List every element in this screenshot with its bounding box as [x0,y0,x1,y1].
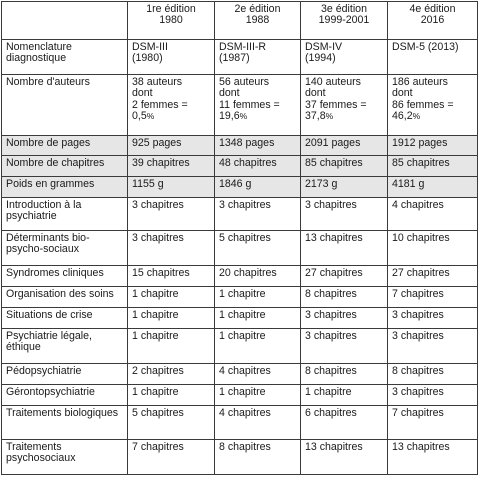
table-cell: 3 chapitres [388,308,478,329]
cell-text: dont [392,87,413,100]
table-cell: 1348 pages [215,136,301,156]
header-row [2,2,478,40]
table-cell: 1 chapitre [128,308,215,329]
table-cell: 1 chapitre [215,329,301,364]
table-row [2,40,478,75]
table-cell [388,40,478,75]
cell-text: 86 femmes = [392,98,454,111]
header-edition-3 [301,2,388,40]
percent-value: 37,8 [305,110,326,123]
cell-text: 11 femmes = [219,98,280,111]
row-label: Nomenclature diagnostique [2,40,128,75]
table-cell: 1846 g [215,177,301,198]
table-row [2,406,478,440]
table-cell: 2091 pages [301,136,388,156]
table-cell: 27 chapitres [388,266,478,287]
table-row [2,440,478,475]
table-cell: 3 chapitres [388,385,478,406]
percent-sign: % [239,111,248,122]
table-cell: 20 chapitres [215,266,301,287]
table-cell: 13 chapitres [388,440,478,475]
table-cell: 7 chapitres [388,287,478,308]
header-edition-4-title: 4e édition [409,3,456,15]
header-edition-3-year: 1999-2001 [318,14,370,27]
table-cell: 1 chapitre [128,385,215,406]
table-row [2,177,478,198]
table-cell: 4 chapitres [388,198,478,231]
table-cell: 3 chapitres [128,231,215,266]
cell-text: 56 auteurs [219,76,270,88]
percent-value: 0,5 [132,110,147,123]
row-label: Situations de crise [2,308,128,329]
cell-text [219,111,297,122]
table-cell: 6 chapitres [301,406,388,440]
table-cell: 1 chapitre [128,329,215,364]
table-cell: 5 chapitres [128,406,215,440]
table-cell [128,40,215,75]
cell-text: dont [219,87,240,100]
table-cell: 13 chapitres [301,440,388,475]
table-cell: 1 chapitre [215,287,301,308]
header-edition-3-title: 3e édition [321,3,367,15]
header-corner-cell [2,2,128,40]
cell-text: dont [305,87,326,100]
table-cell: 8 chapitres [301,287,388,308]
cell-text: (1987) [219,52,250,65]
table-cell [301,75,388,136]
cell-text: 186 auteurs [392,76,448,88]
table-cell: 3 chapitres [301,329,388,364]
table-row [2,385,478,406]
row-label: Pédopsychiatrie [2,364,128,385]
header-edition-2 [215,2,301,40]
row-label: Nombre de pages [2,136,128,156]
table-cell: 13 chapitres [301,231,388,266]
table-cell: 4 chapitres [215,406,301,440]
table-row [2,136,478,156]
table-row [2,308,478,329]
cell-text [132,111,211,122]
cell-text: DSM-IV [305,41,343,53]
table-cell: 48 chapitres [215,156,301,177]
percent-value: 46,2 [392,110,413,123]
table-cell: 1 chapitre [215,308,301,329]
percent-sign: % [325,111,334,122]
table-cell: 2 chapitres [128,364,215,385]
table-cell: 1 chapitre [215,385,301,406]
row-label: Traitements psychosociaux [2,440,128,475]
table-cell: 4 chapitres [215,364,301,385]
table-cell: 8 chapitres [301,364,388,385]
table-cell: 3 chapitres [388,329,478,364]
table-row [2,75,478,136]
cell-text: DSM-5 (2013) [392,41,459,53]
table-cell [388,75,478,136]
table-cell: 7 chapitres [388,406,478,440]
row-label: Déterminants bio-psycho-sociaux [2,231,128,266]
cell-text: 37 femmes = [305,98,367,111]
table-row [2,198,478,231]
table-cell [301,40,388,75]
table-cell: 39 chapitres [128,156,215,177]
row-label: Gérontopsychiatrie [2,385,128,406]
table-cell: 15 chapitres [128,266,215,287]
cell-text: 2 femmes = [132,98,188,111]
table-row [2,156,478,177]
header-edition-1-title: 1re édition [146,3,196,15]
header-edition-2-year: 1988 [245,14,270,27]
cell-text: dont [132,87,153,100]
header-edition-1 [128,2,215,40]
row-label: Traitements biologiques [2,406,128,440]
table-row [2,287,478,308]
row-label: Psychiatrie légale, éthique [2,329,128,364]
table-cell: 8 chapitres [388,364,478,385]
row-label: Nombre de chapitres [2,156,128,177]
table-cell: 4181 g [388,177,478,198]
percent-value: 19,6 [219,110,240,123]
cell-text [392,111,474,122]
table-row [2,364,478,385]
table-cell: 85 chapitres [388,156,478,177]
cell-text: DSM-III [132,41,168,53]
table-cell: 1912 pages [388,136,478,156]
header-edition-2-title: 2e édition [234,3,281,15]
table-cell: 7 chapitres [128,440,215,475]
cell-text: 140 auteurs [305,76,361,88]
row-label: Organisation des soins [2,287,128,308]
table-cell: 10 chapitres [388,231,478,266]
percent-sign: % [146,111,155,122]
table-cell: 85 chapitres [301,156,388,177]
table-cell [215,40,301,75]
row-label: Poids en grammes [2,177,128,198]
table-cell [128,75,215,136]
table-row [2,266,478,287]
row-label: Nombre d'auteurs [2,75,128,136]
table-cell: 27 chapitres [301,266,388,287]
header-edition-4 [388,2,478,40]
cell-text: DSM-III-R [219,41,267,53]
table-cell: 3 chapitres [301,308,388,329]
table-cell: 925 pages [128,136,215,156]
header-edition-1-year: 1980 [159,14,183,27]
table-cell: 5 chapitres [215,231,301,266]
editions-comparison-table [1,1,478,475]
table-cell: 3 chapitres [215,198,301,231]
table-cell: 1 chapitre [128,287,215,308]
table-cell: 2173 g [301,177,388,198]
table-cell: 3 chapitres [128,198,215,231]
comparison-table-container [1,1,477,475]
percent-sign: % [412,111,421,122]
table-cell: 1 chapitre [301,385,388,406]
cell-text [305,111,384,122]
table-cell: 8 chapitres [215,440,301,475]
table-cell: 1155 g [128,177,215,198]
cell-text: 38 auteurs [132,76,183,88]
row-label: Syndromes cliniques [2,266,128,287]
cell-text: (1994) [305,52,336,65]
cell-text: (1980) [132,52,163,65]
table-cell [215,75,301,136]
table-cell: 3 chapitres [301,198,388,231]
table-row [2,329,478,364]
row-label: Introduction à la psychiatrie [2,198,128,231]
header-edition-4-year: 2016 [420,14,445,27]
table-row [2,231,478,266]
